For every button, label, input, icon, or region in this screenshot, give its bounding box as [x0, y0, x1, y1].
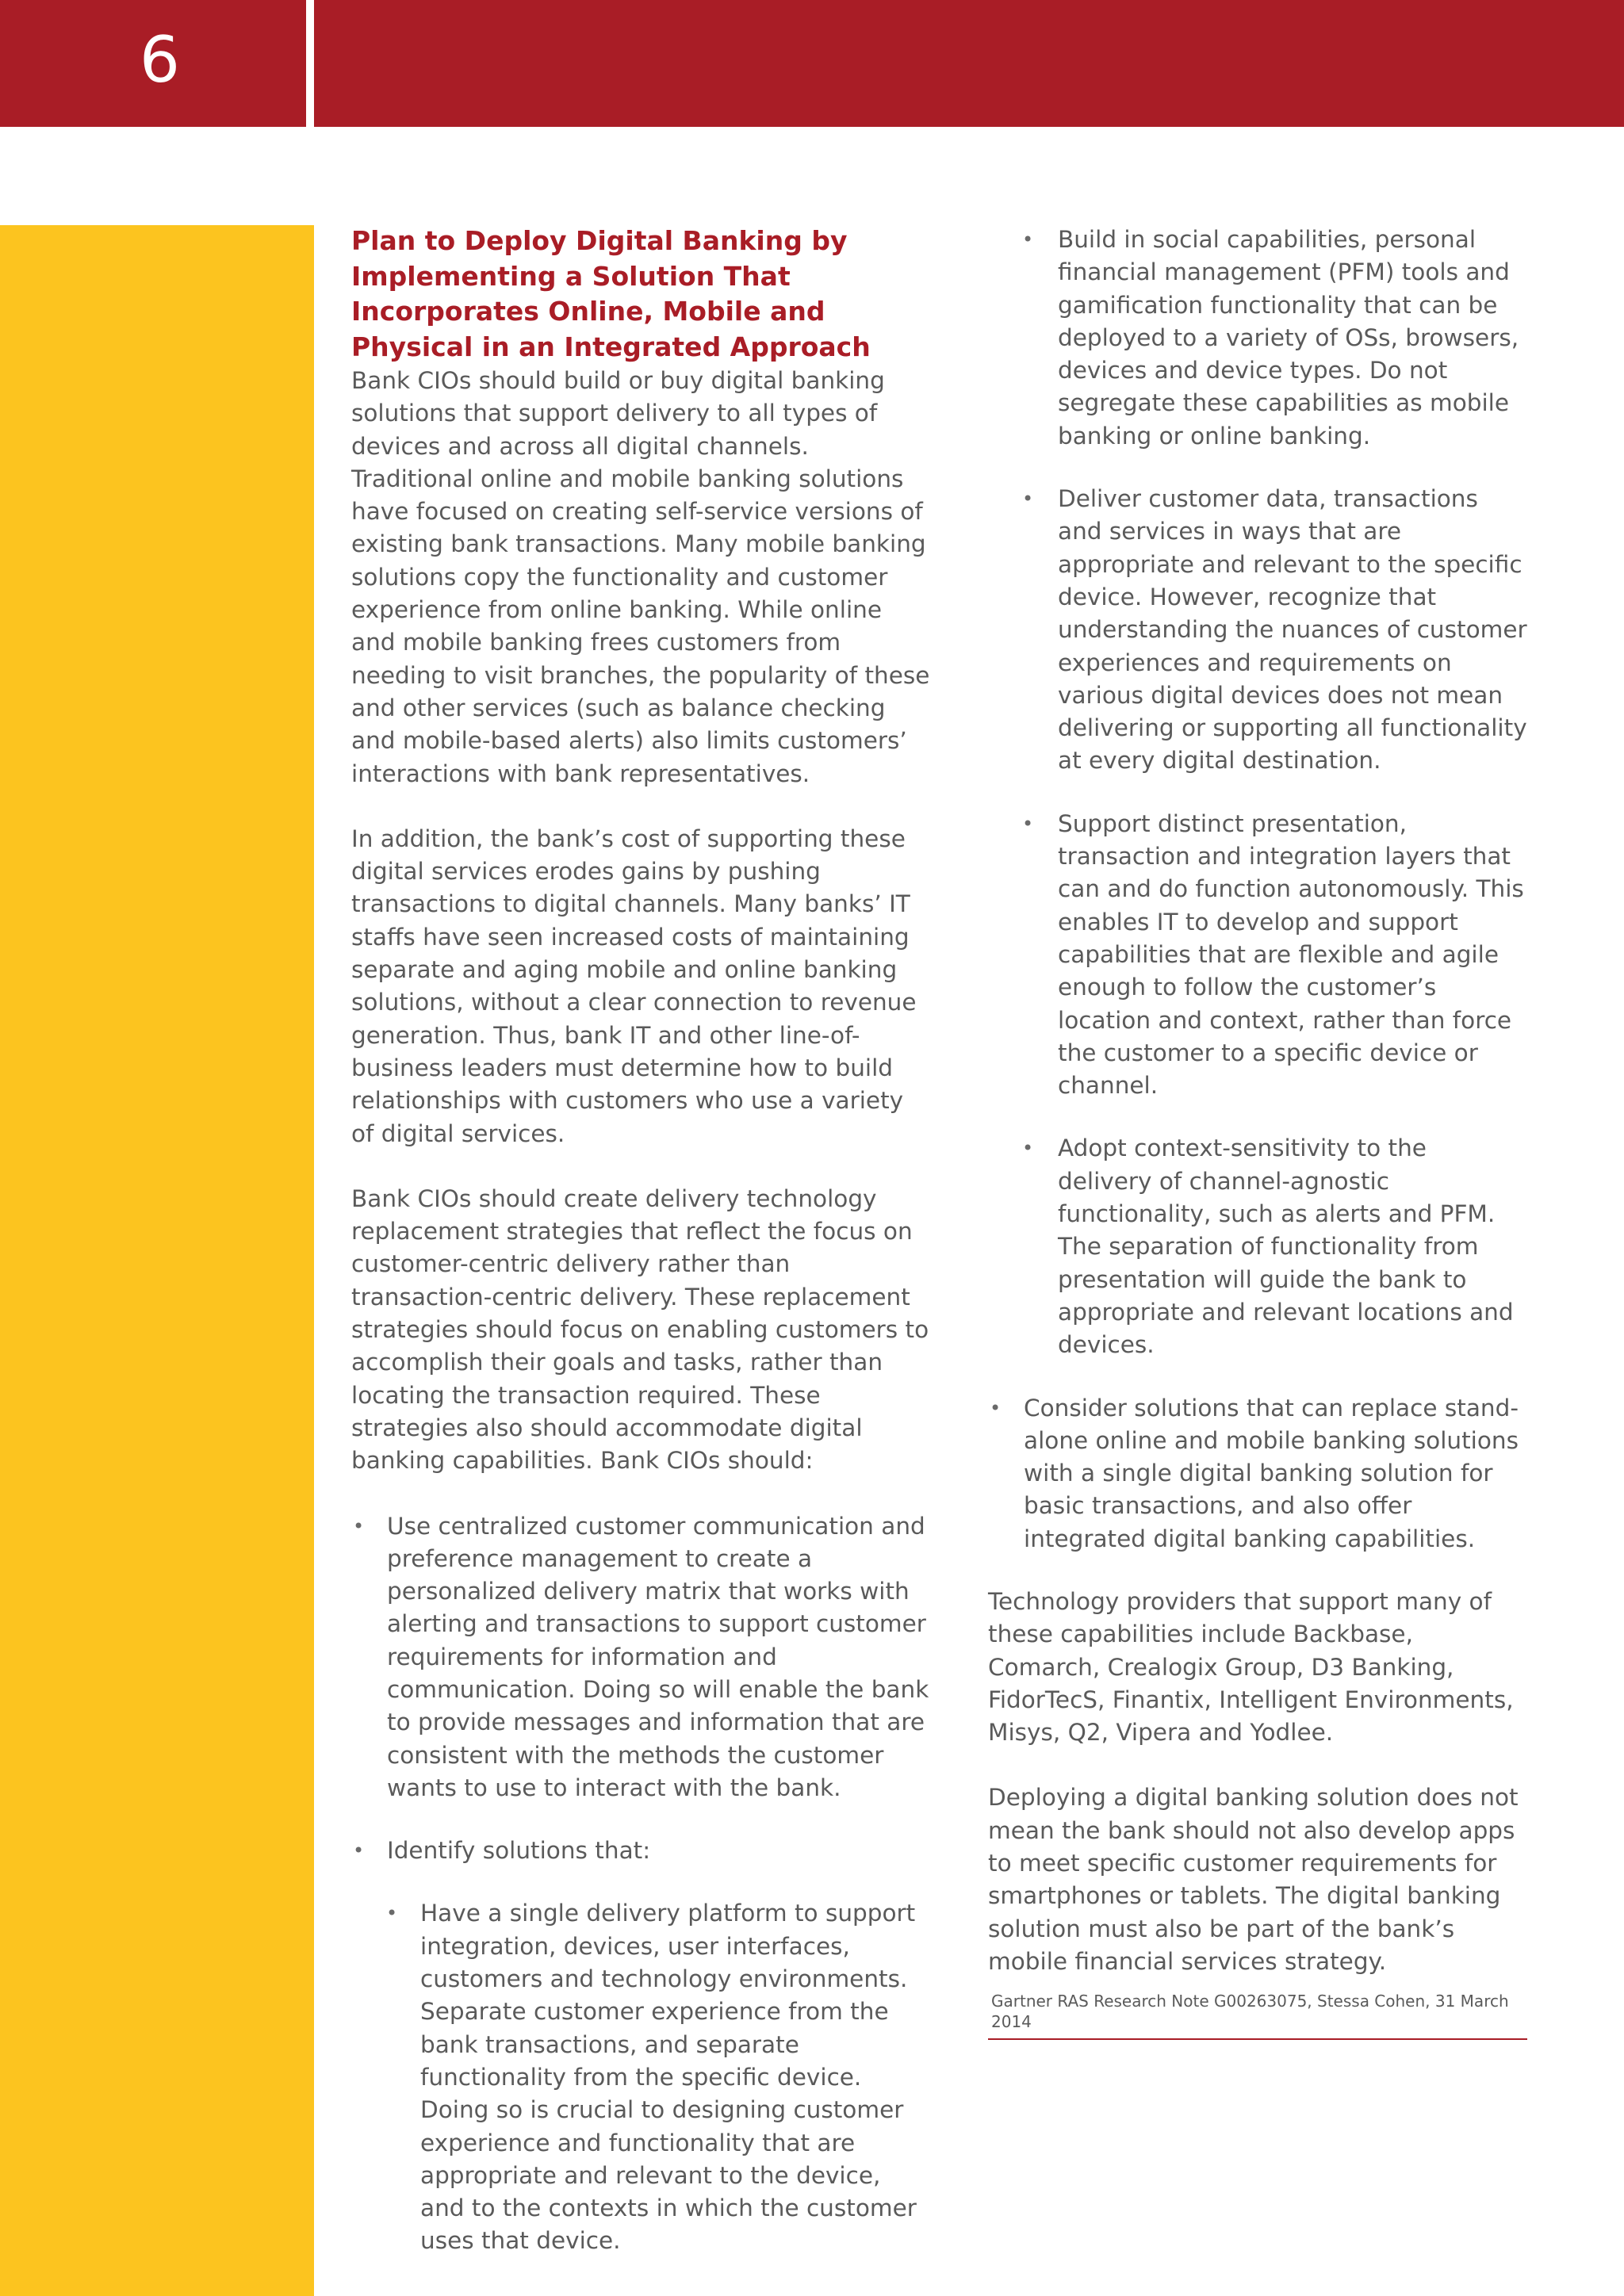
section-heading: Plan to Deploy Digital Banking by Implementing a Solution That Incorporates Online, Mobile and Physical in an Integrated Approach: [351, 225, 871, 362]
list-item-text: Consider solutions that can replace stand-alone online and mobile banking solutions with a single digital banking solution for basic transactions, and also offer integrated digital banking capabilities.: [1024, 1394, 1519, 1552]
sub-list-item: [988, 1132, 1527, 1361]
left-column: [351, 224, 930, 2288]
list-item: [351, 1510, 930, 1805]
list-item-text: Use centralized customer communication and preference management to create a personalized delivery matrix that works with alerting and transactions to support customer requirements for information and communication. Doing so will enable the bank to provide messages and information that are consistent with the methods the customer wants to use to interact with the bank.: [387, 1512, 929, 1801]
sub-list-item: [988, 483, 1527, 778]
paragraph: Bank CIOs should create delivery technology replacement strategies that reflect the focus on customer-centric delivery rather than transaction-centric delivery. These replacement strategies should focus on enabling customers to accomplish their goals and tasks, rather than locating the transaction required. These strategies also should accommodate digital banking capabilities. Bank CIOs should:: [351, 1184, 929, 1475]
bullet-icon: •: [1022, 812, 1034, 835]
sub-list-item: [988, 808, 1527, 1103]
sub-list-item: [351, 1897, 930, 2257]
paragraph: Deploying a digital banking solution does not mean the bank should not also develop apps to meet specific customer requirements for smartphones or tablets. The digital banking solution must also be part of the bank’s mobile financial services strategy.: [988, 1784, 1519, 1975]
list-item-text: Have a single delivery platform to support integration, devices, user interfaces, customers and technology environments. Separate customer experience from the bank transactions, and separate functionality from the specific device. Doing so is crucial to designing customer experience and functionality that are appropriate and relevant to the device, and to the contexts in which the customer uses that device.: [420, 1900, 917, 2255]
sub-bullet-list: [988, 224, 1527, 1556]
bullet-list: [351, 1510, 930, 2258]
bullet-icon: •: [353, 1514, 365, 1537]
paragraph: Bank CIOs should build or buy digital banking solutions that support delivery to all types of devices and across all digital channels. Traditional online and mobile banking solutions have focused on creating self-service versions of existing bank transactions. Many mobile banking solutions copy the functionality and customer experience from online banking. While online and mobile banking frees customers from needing to visit branches, the popularity of these and other services (such as balance checking and mobile-based alerts) also limits customers’ interactions with bank representatives.: [351, 367, 930, 787]
bullet-icon: •: [1022, 488, 1034, 511]
right-column: [988, 224, 1527, 2040]
bullet-icon: •: [1022, 228, 1034, 251]
list-item: [351, 1835, 930, 1867]
list-item-text: Build in social capabilities, personal financial management (PFM) tools and gamification functionality that can be deployed to a variety of OSs, browsers, devices and device types. Do not segregate these capabilities as mobile banking or online banking.: [1058, 226, 1519, 450]
list-item-text: Identify solutions that:: [387, 1837, 651, 1865]
side-accent-bar: [0, 225, 314, 2296]
list-item-text: Support distinct presentation, transaction and integration layers that can and do function autonomously. This enables IT to develop and support capabilities that are flexible and agile enough to follow the customer’s location and context, rather than force the customer to a specific device or channel.: [1058, 809, 1524, 1100]
source-citation: Gartner RAS Research Note G00263075, Stessa Cohen, 31 March 2014: [988, 1991, 1527, 2040]
bullet-icon: •: [353, 1839, 365, 1862]
page-number: 6: [140, 23, 180, 97]
header-bar-left: [0, 0, 306, 127]
bullet-icon: •: [1022, 1137, 1034, 1160]
bullet-icon: •: [386, 1902, 398, 1925]
list-item: [988, 1392, 1527, 1556]
header-bar-right: [314, 0, 1624, 127]
sub-list-item: [988, 224, 1527, 453]
list-item-text: Adopt context-sensitivity to the delivery of channel-agnostic functionality, such as alerts and PFM. The separation of functionality from presentation will guide the bank to appropriate and relevant locations and devices.: [1058, 1135, 1514, 1359]
paragraph: In addition, the bank’s cost of supporting these digital services erodes gains by pushing transactions to digital channels. Many banks’ IT staffs have seen increased costs of maintaining separate and aging mobile and online banking solutions, without a clear connection to revenue generation. Thus, bank IT and other line-of-business leaders must determine how to build relationships with customers who use a variety of digital services.: [351, 825, 917, 1147]
list-item-text: Deliver customer data, transactions and services in ways that are appropriate and relevant to the specific device. However, recognize that understanding the nuances of customer experiences and requirements on various digital devices does not mean delivering or supporting all functionality at every digital destination.: [1058, 485, 1527, 775]
paragraph: Technology providers that support many of these capabilities include Backbase, Comarch, Crealogix Group, D3 Banking, FidorTecS, Finantix, Intelligent Environments, Misys, Q2, Vipera and Yodlee.: [988, 1587, 1514, 1747]
bullet-icon: •: [990, 1396, 1002, 1419]
